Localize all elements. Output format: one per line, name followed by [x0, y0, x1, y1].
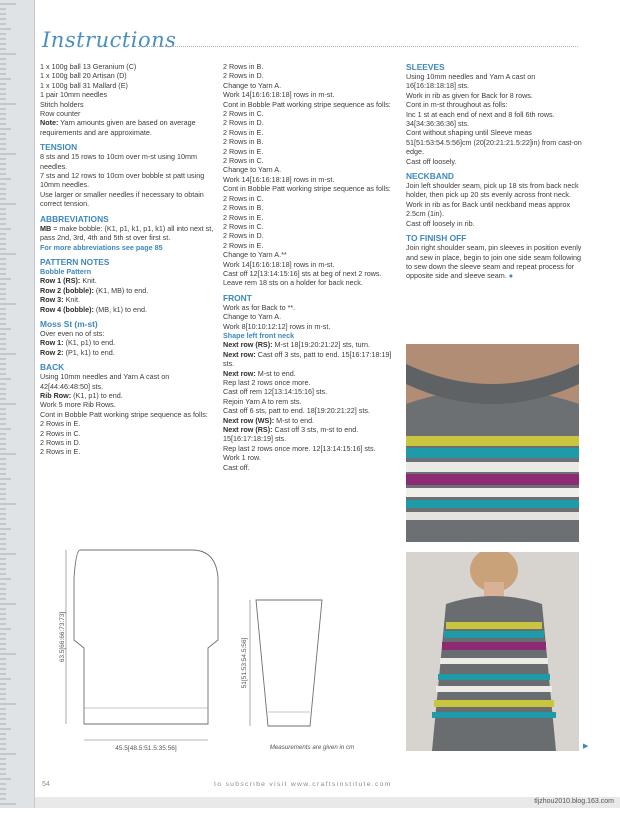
yellow-stripe — [446, 622, 542, 629]
neckband-line: Cast off loosely in rib. — [406, 218, 475, 228]
back-cont-line: 2 Rows in C. — [223, 193, 264, 203]
front-line: Work as for Back to **. — [223, 302, 296, 312]
sleeve-outline — [256, 600, 322, 726]
finish-paragraph: Join right shoulder seam, pin sleeves in position evenly and sew in place, begin to join one side seam following to sew down the sleeve seam and repeat process for opposite side and sleeve seam. — [406, 243, 582, 281]
row-text: (K1, MB) to end. — [95, 285, 149, 295]
moss-row — [40, 338, 216, 347]
back-cont-line: 2 Rows in E. — [223, 146, 264, 156]
white-stripe — [440, 658, 548, 664]
abbreviations-link[interactable]: For more abbreviations see page 85 — [40, 242, 163, 252]
end-bullet-icon: ● — [508, 271, 514, 281]
next-page-arrow-icon: ▶ — [583, 743, 589, 750]
teal-stripe — [406, 500, 579, 508]
front-line: Work 8[10:10:12:12] rows in m-st. — [223, 321, 331, 331]
back-line: 2 Rows in E. — [40, 419, 81, 429]
body-height-label: 63.5[66:66:73:73] — [59, 611, 66, 663]
row-label: Next row (RS): — [223, 340, 273, 350]
page-title: Instructions — [42, 28, 177, 52]
front-line: Change to Yarn A. — [223, 312, 282, 322]
body-outline — [74, 550, 218, 724]
row-label: Next row: — [223, 349, 256, 359]
sleeves-heading: SLEEVES — [406, 62, 445, 72]
back-cont-line: Work 14[16:16:18:18] rows in m-st. — [223, 174, 335, 184]
teal-stripe — [438, 674, 550, 680]
row-label: Row 1: — [40, 338, 64, 348]
back-cont-line: Change to Yarn A. — [223, 165, 282, 175]
column-1 — [40, 62, 216, 457]
front-row — [223, 369, 399, 378]
row-text: M-st 18[19:20:21:22] sts, turn. — [274, 340, 371, 350]
neckband-heading: NECKBAND — [406, 171, 454, 182]
row-text: M-st to end. — [257, 368, 296, 378]
front-line: Rep last 2 rows once more. — [223, 378, 311, 387]
note-label: Note: — [40, 118, 59, 128]
sweater-body — [432, 596, 556, 751]
finish-heading: TO FINISH OFF — [406, 233, 467, 244]
bobble-pattern-heading: Bobble Pattern — [40, 266, 92, 276]
material-line: 1 x 100g ball 31 Mallard (E) — [40, 80, 128, 90]
bobble-row — [40, 276, 216, 285]
abbr-mb-text: = make bobble: (K1, p1, k1, p1, k1) all into next st, pass 2nd, 3rd, 4th and 5th st over first st. — [40, 223, 214, 243]
yellow-stripe — [434, 700, 554, 707]
back-cont-line: 2 Rows in D. — [223, 231, 264, 241]
white-stripe — [406, 512, 579, 520]
abbreviations-heading: ABBREVIATIONS — [40, 213, 109, 224]
back-cont-line: 2 Rows in C. — [223, 156, 264, 166]
moss-row — [40, 348, 216, 357]
back-cont-line: 2 Rows in E. — [223, 212, 264, 222]
note-text: Yarn amounts given are based on average requirements and are approximate. — [40, 118, 196, 137]
material-line: 1 pair 10mm needles — [40, 90, 108, 100]
tension-line: 7 sts and 12 rows to 10cm over bobble st patt using 10mm needles. — [40, 171, 205, 190]
row-label: Rib Row: — [40, 390, 72, 400]
teal-stripe — [406, 448, 579, 458]
row-label: Row 1 (RS): — [40, 276, 81, 286]
row-label: Row 2 (bobble): — [40, 285, 94, 295]
tension-heading: TENSION — [40, 142, 78, 153]
back-cont-line: Change to Yarn A. — [223, 80, 282, 90]
row-text: (K1, p1) to end. — [73, 390, 123, 400]
row-label: Row 2: — [40, 347, 64, 357]
back-heading: BACK — [40, 362, 65, 373]
back-cont-line: 2 Rows in E. — [223, 127, 264, 137]
yellow-stripe — [406, 436, 579, 446]
sweater-closeup-photo — [406, 344, 579, 542]
sleeve-length-label: 51[51:53:54.5:56] — [241, 637, 248, 689]
tension-line: 8 sts and 15 rows to 10cm over m-st using 10mm needles. — [40, 152, 197, 171]
teal-stripe — [444, 631, 544, 638]
child-wearing-sweater-photo — [406, 552, 579, 751]
footer-bar — [35, 797, 620, 808]
note — [40, 118, 216, 137]
moss-st-heading: Moss St (m-st) — [40, 318, 98, 329]
page-number: 54 — [42, 781, 50, 788]
ruler-ticks — [0, 0, 34, 808]
sleeves-line: Cont without shaping until Sleeve meas 51[51:53:54.5:56]cm (20[20:21:21.5:22]in) from cast-on edge. — [406, 128, 582, 157]
row-text: Cast off 3 sts, m-st to end. 15[16:17:18:19] sts. — [223, 425, 359, 444]
row-text: (MB, k1) to end. — [95, 304, 148, 314]
material-line: 1 x 100g ball 20 Artisan (D) — [40, 71, 127, 81]
body-width-label: 45.5[48.5:51.5:35:56] — [115, 745, 177, 752]
bobble-row — [40, 295, 216, 304]
row-label: Next row (RS): — [223, 425, 273, 435]
abbr-mb-label: MB — [40, 223, 52, 233]
white-stripe — [406, 462, 579, 472]
measurements-note: Measurements are given in cm — [269, 744, 355, 751]
bobble-row — [40, 305, 216, 314]
title-divider — [138, 46, 578, 47]
back-line: 2 Rows in D. — [40, 438, 81, 447]
back-cont-line: Work 14[16:16:18:18] rows in m-st. — [223, 259, 335, 269]
sleeves-line: Inc 1 st at each end of next and 8 foll 6th rows. 34[34:36:36:36] sts. — [406, 109, 555, 129]
front-line: Cast off. — [223, 462, 250, 472]
back-cont-line: Leave rem 18 sts on a holder for back neck. — [223, 278, 363, 288]
finish-text — [406, 243, 582, 281]
back-line: 2 Rows in E. — [40, 447, 81, 457]
back-cont-line: Cont in Bobble Patt working stripe sequence as folls: — [223, 184, 391, 194]
tension-line: Use larger or smaller needles if necessary to obtain correct tension. — [40, 189, 204, 209]
front-line: Cast off rem 12[13:14:15:16] sts. — [223, 387, 328, 397]
front-row — [223, 425, 399, 444]
abbr-mb — [40, 224, 216, 243]
magenta-stripe — [442, 642, 546, 650]
ruler-edge — [34, 0, 35, 808]
material-line: Row counter — [40, 109, 81, 119]
neckband-line: Work in rib as for Back until neckband meas approx 2.5cm (1in). — [406, 199, 571, 219]
back-line: Work 5 more Rib Rows. — [40, 400, 116, 410]
white-stripe — [436, 686, 552, 692]
white-stripe — [406, 488, 579, 497]
back-cont-line: 2 Rows in E. — [223, 240, 264, 250]
row-text: M-st to end. — [276, 415, 315, 425]
back-cont-line: 2 Rows in D. — [223, 71, 264, 81]
front-row — [223, 350, 399, 369]
back-cont-line: 2 Rows in C. — [223, 221, 264, 231]
sleeves-line: Using 10mm needles and Yarn A cast on 16[16:18:18:18] sts. — [406, 72, 536, 91]
front-line: Rejoin Yarn A to rem sts. — [223, 396, 302, 406]
sleeves-line: Cast off loosely. — [406, 156, 457, 166]
material-line: Stitch holders — [40, 99, 84, 109]
back-cont-line: 2 Rows in B. — [223, 137, 264, 147]
row-text: Cast off 3 sts, patt to end. 15[16:17:18:19] sts. — [223, 349, 392, 369]
column-2 — [223, 62, 399, 472]
schematic-diagram — [56, 548, 396, 758]
row-text: Knit. — [82, 276, 97, 286]
back-cont-line: 2 Rows in B. — [223, 62, 264, 71]
row-label: Row 4 (bobble): — [40, 304, 94, 314]
front-line: Rep last 2 rows once more. 12[13:14:15:16] sts. — [223, 443, 376, 453]
front-row — [223, 416, 399, 425]
neckband-line: Join left shoulder seam, pick up 18 sts from back neck holder, then pick up 20 sts evenly across front neck. — [406, 181, 579, 200]
back-line: 2 Rows in C. — [40, 428, 81, 438]
back-cont-line: Work 14[16:16:18:18] rows in m-st. — [223, 90, 335, 100]
row-text: Knit. — [65, 295, 80, 305]
sleeves-line: Cont in m-st throughout as folls: — [406, 100, 508, 110]
back-line: Cont in Bobble Patt working stripe sequence as folls: — [40, 409, 208, 419]
row-label: Next row: — [223, 368, 256, 378]
back-cont-line: 2 Rows in B. — [223, 203, 264, 213]
pattern-notes-heading: PATTERN NOTES — [40, 256, 110, 267]
back-cont-line: Cont in Bobble Patt working stripe sequence as folls: — [223, 99, 391, 109]
shape-left-front-neck-heading: Shape left front neck — [223, 330, 295, 340]
front-line: Work 1 row. — [223, 453, 261, 463]
back-rib — [40, 391, 216, 400]
blog-watermark: tljzhou2010.blog.163.com — [534, 798, 614, 805]
row-label: Row 3: — [40, 295, 64, 305]
page-ruler — [0, 0, 34, 808]
back-line: Using 10mm needles and Yarn A cast on 42[44:46:48:50] sts. — [40, 372, 170, 391]
back-cont-line: Change to Yarn A.** — [223, 250, 287, 260]
back-cont-line: 2 Rows in D. — [223, 118, 264, 128]
material-line: 1 x 100g ball 13 Geranium (C) — [40, 62, 137, 71]
moss-intro: Over even no of sts: — [40, 328, 105, 338]
column-3 — [406, 62, 582, 281]
row-text: (P1, k1) to end. — [65, 347, 115, 357]
row-label: Next row (WS): — [223, 415, 275, 425]
front-heading: FRONT — [223, 292, 252, 303]
back-cont-line: Cast off 12[13:14:15:16] sts at beg of next 2 rows. — [223, 268, 382, 278]
back-cont-line: 2 Rows in C. — [223, 109, 264, 119]
teal-stripe — [432, 712, 556, 718]
front-line: Cast off 6 sts, patt to end. 18[19:20:21:22] sts. — [223, 406, 370, 416]
row-text: (K1, p1) to end. — [65, 338, 116, 348]
subscribe-footer: to subscribe visit www.craftsinstitute.com — [214, 781, 392, 788]
magenta-stripe — [406, 474, 579, 485]
sleeves-line: Work in rib as given for Back for 8 rows. — [406, 90, 533, 100]
front-row — [223, 340, 399, 349]
bobble-row — [40, 286, 216, 295]
